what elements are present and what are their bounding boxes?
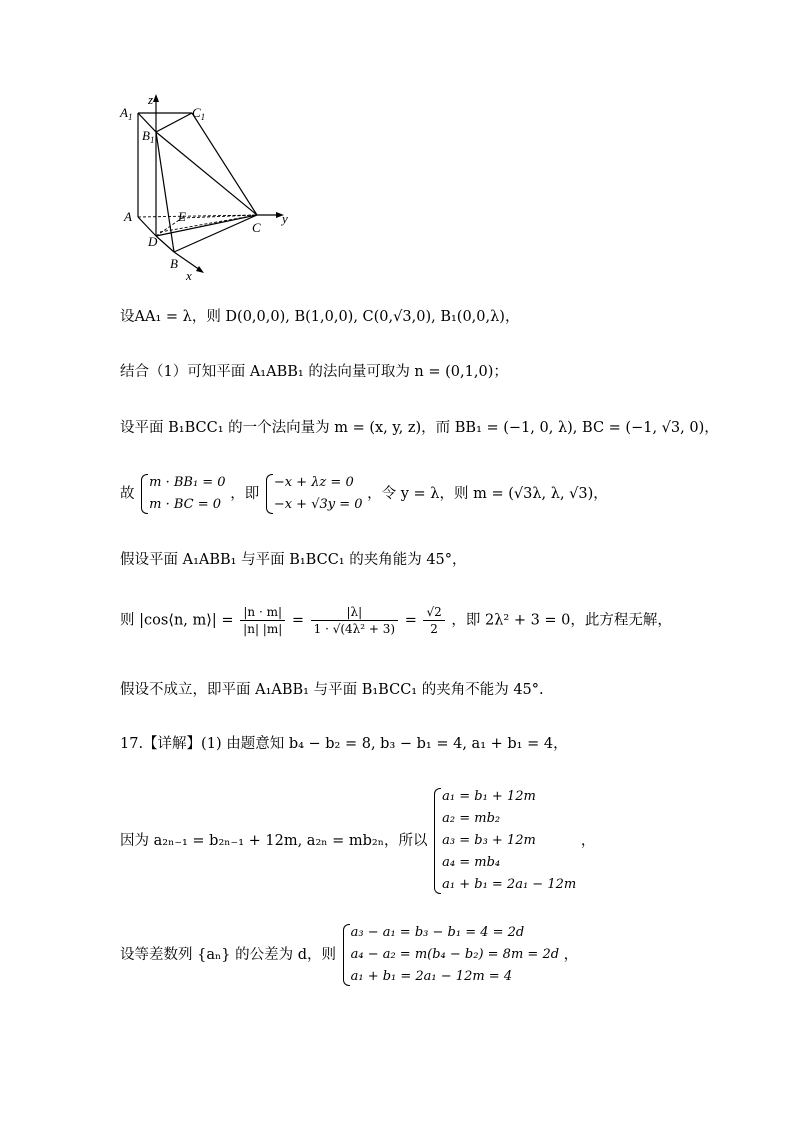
text-assume: 假设平面 A₁ABB₁ 与平面 B₁BCC₁ 的夹角能为 45°， bbox=[120, 552, 467, 568]
system-row: a₃ = b₃ + 12m bbox=[442, 833, 536, 848]
text-normal-m: 设平面 B₁BCC₁ 的一个法向量为 m = (x, y, z)，而 BB₁ = (−1, 0, λ), BC = (−1, √3, 0)， bbox=[120, 420, 719, 436]
line-problem-17 bbox=[120, 734, 568, 754]
label-b: B bbox=[170, 256, 178, 271]
label-a1: $A_1$ bbox=[120, 105, 133, 122]
system-row: m · BB₁ = 0 bbox=[149, 475, 226, 490]
edge-c1-c bbox=[192, 113, 257, 215]
line-normal-n bbox=[120, 362, 508, 382]
system-row: a₂ = mb₂ bbox=[442, 811, 501, 826]
edge-b-c bbox=[174, 215, 257, 252]
system-row: a₄ = mb₄ bbox=[442, 855, 501, 870]
edge-d-b bbox=[156, 236, 174, 252]
text-comma: ， bbox=[580, 833, 596, 849]
fraction-denominator: 1 · √(4λ² + 3) bbox=[313, 622, 396, 636]
fraction-nm bbox=[240, 604, 285, 637]
text-conclusion: 假设不成立，即平面 A₁ABB₁ 与平面 B₁BCC₁ 的夹角不能为 45°. bbox=[120, 682, 544, 698]
text-let-y: ，令 y = λ，则 m = (√3λ, λ, √3)， bbox=[367, 486, 608, 502]
text-common-difference: 设等差数列 {aₙ} 的公差为 d，则 bbox=[120, 947, 336, 963]
system-dot-products bbox=[139, 472, 225, 516]
system-difference bbox=[341, 922, 559, 988]
label-d: D bbox=[148, 234, 158, 249]
line-because bbox=[120, 786, 595, 896]
system-row: a₁ = b₁ + 12m bbox=[442, 789, 536, 804]
system-row: m · BC = 0 bbox=[149, 497, 222, 512]
fraction-lambda bbox=[311, 604, 398, 637]
fraction-numerator: |λ| bbox=[311, 604, 398, 621]
line-common-difference bbox=[120, 922, 578, 988]
fraction-numerator: |n · m| bbox=[240, 604, 285, 621]
text-normal-n: 结合（1）可知平面 A₁ABB₁ 的法向量可取为 n = (0,1,0)； bbox=[120, 364, 508, 380]
system-equations bbox=[264, 472, 363, 516]
line-assume bbox=[120, 550, 467, 570]
fraction-numerator: √2 bbox=[423, 604, 444, 621]
label-e: E bbox=[178, 209, 186, 224]
label-c1: $C_1$ bbox=[192, 105, 206, 122]
system-row: −x + λz = 0 bbox=[273, 475, 354, 490]
fraction-sqrt2 bbox=[423, 604, 444, 637]
system-row: a₁ + b₁ = 2a₁ − 12m = 4 bbox=[350, 969, 513, 984]
label-b1: $B_1$ bbox=[142, 128, 155, 145]
line-conclusion bbox=[120, 680, 544, 700]
line-normal-m bbox=[120, 418, 719, 438]
text-cos-prefix: 则 |cos⟨n, m⟩| = bbox=[120, 612, 234, 629]
prism-figure bbox=[112, 90, 312, 290]
system-row: a₄ − a₂ = m(b₄ − b₂) = 8m = 2d bbox=[350, 947, 560, 962]
fraction-denominator: 2 bbox=[430, 622, 438, 636]
line-cos bbox=[120, 604, 672, 637]
label-z: z bbox=[148, 92, 154, 107]
edge-b1-c1 bbox=[156, 113, 192, 132]
line-set-aa1 bbox=[120, 307, 519, 327]
system-row: a₁ + b₁ = 2a₁ − 12m bbox=[442, 877, 577, 892]
text-comma: ， bbox=[563, 947, 579, 963]
label-y: y bbox=[282, 211, 288, 226]
line-system-m bbox=[120, 472, 608, 516]
edge-b1-c bbox=[156, 132, 257, 215]
text-problem-17: 17.【详解】(1) 由题意知 b₄ − b₂ = 8, b₃ − b₁ = 4, a₁ + b₁ = 4， bbox=[120, 736, 568, 752]
text-set-aa1: 设AA₁ = λ，则 D(0,0,0), B(1,0,0), C(0,√3,0), B₁(0,0,λ)， bbox=[120, 309, 520, 325]
label-a: A bbox=[124, 209, 132, 224]
label-x: x bbox=[186, 268, 192, 283]
label-c: C bbox=[252, 220, 261, 235]
edge-d-c bbox=[156, 215, 257, 236]
system-row: −x + √3y = 0 bbox=[273, 497, 363, 512]
text-no-solution: ，即 2λ² + 3 = 0，此方程无解， bbox=[451, 612, 672, 629]
text-namely: ，即 bbox=[230, 486, 260, 502]
fraction-denominator: |n| |m| bbox=[243, 622, 283, 636]
system-row: a₃ − a₁ = b₃ − b₁ = 4 = 2d bbox=[350, 925, 525, 940]
text-because: 因为 a₂ₙ₋₁ = b₂ₙ₋₁ + 12m, a₂ₙ = mb₂ₙ，所以 bbox=[120, 833, 428, 849]
system-a-b bbox=[432, 786, 576, 896]
text-equals: = bbox=[291, 612, 305, 629]
text-therefore: 故 bbox=[120, 486, 135, 502]
text-equals: = bbox=[404, 612, 417, 629]
